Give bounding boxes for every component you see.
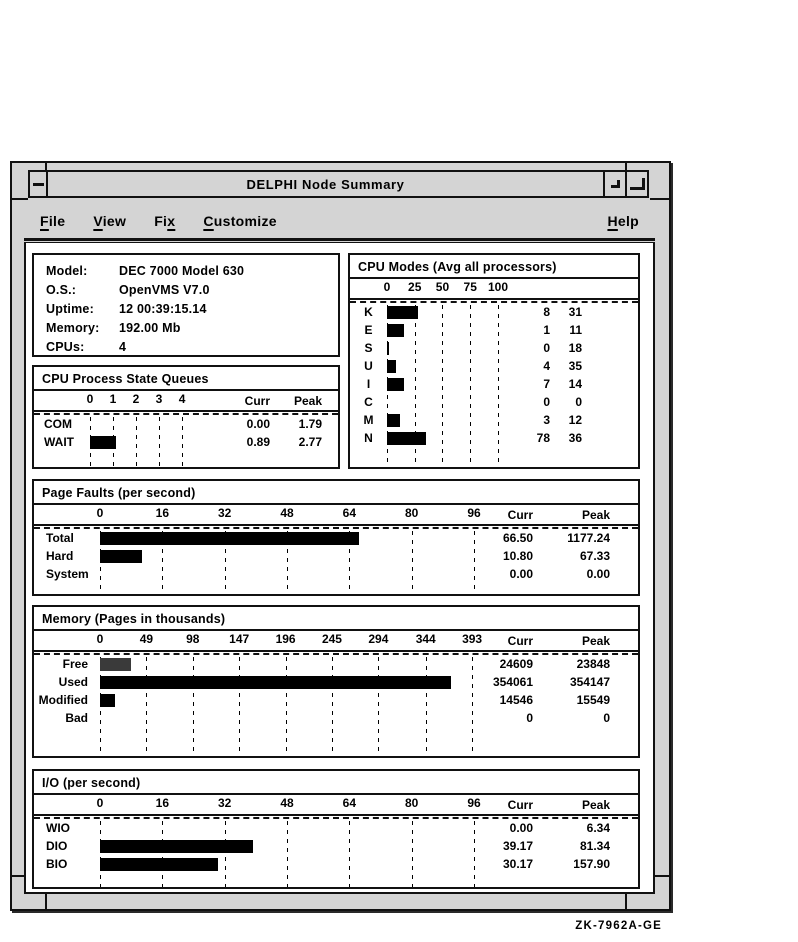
bar	[100, 694, 115, 707]
system-info-row	[46, 302, 338, 321]
row-label: S	[364, 341, 373, 355]
peak-value: 2.77	[298, 435, 322, 449]
curr-value: 8	[543, 305, 550, 319]
bar	[100, 840, 253, 853]
menu-file[interactable]	[38, 213, 67, 229]
shrink-corner-icon	[611, 180, 620, 188]
row-label: WAIT	[44, 435, 74, 449]
peak-value: 6.34	[586, 821, 610, 835]
bar-track	[100, 655, 486, 673]
row-label: E	[364, 323, 373, 337]
table-row	[34, 547, 638, 565]
scale-row	[34, 795, 638, 816]
menu-mnemonic: H	[607, 212, 618, 229]
menu-label-part: ustomize	[213, 212, 277, 229]
row-label: C	[364, 395, 373, 409]
menu-help[interactable]	[605, 213, 641, 229]
table-row	[350, 411, 638, 429]
table-row	[34, 655, 638, 673]
cpu-process-state-queues-panel	[32, 365, 340, 469]
tick-label: 3	[155, 392, 163, 406]
tick-label: 1	[109, 392, 117, 406]
rows-area	[34, 527, 638, 594]
bar	[100, 658, 131, 671]
menu-view[interactable]	[91, 213, 128, 229]
peak-value: 23848	[576, 657, 610, 671]
bar	[387, 414, 400, 427]
curr-value: 1	[543, 323, 550, 337]
frame-separator	[12, 198, 28, 200]
menu-customize[interactable]	[201, 213, 279, 229]
curr-value: 0.00	[246, 417, 270, 431]
table-row	[34, 837, 638, 855]
bar	[100, 858, 218, 871]
table-row	[34, 709, 638, 727]
window-frame	[10, 161, 671, 911]
row-label: N	[364, 431, 373, 445]
tick-label: 75	[463, 280, 477, 294]
field-value: 192.00 Mb	[119, 321, 181, 335]
scale-ticks	[96, 631, 486, 650]
window-title	[46, 170, 605, 198]
tick-label: 80	[405, 796, 419, 810]
tick-label: 196	[275, 632, 296, 646]
table-row	[34, 819, 638, 837]
menu-label-part: iew	[102, 212, 127, 229]
col-header-peak: Peak	[581, 507, 610, 522]
peak-value: 35	[568, 359, 582, 373]
curr-value: 0.00	[509, 567, 533, 581]
row-label: Free	[62, 657, 88, 671]
row-label: Modified	[38, 693, 88, 707]
scale-spacer	[34, 391, 90, 410]
bar-track	[387, 303, 514, 321]
peak-value: 31	[568, 305, 582, 319]
bar-track	[100, 691, 486, 709]
table-row	[34, 415, 338, 433]
peak-value: 1.79	[298, 417, 322, 431]
row-label: Total	[46, 531, 74, 545]
scale-spacer	[34, 631, 100, 650]
frame-separator	[625, 894, 627, 909]
expand-corner-icon	[630, 178, 645, 190]
col-header-curr: Curr	[507, 633, 533, 648]
row-label: WIO	[46, 821, 70, 835]
bar-track	[387, 429, 514, 447]
frame-separator	[650, 198, 669, 200]
window-menu-dash-icon	[33, 183, 44, 186]
menu-mnemonic: V	[93, 212, 103, 229]
scale-row	[34, 391, 338, 412]
peak-value: 81.34	[579, 839, 610, 853]
bar-track	[387, 357, 514, 375]
bar-track	[387, 375, 514, 393]
bar-track	[387, 393, 514, 411]
bar-track	[100, 547, 486, 565]
row-label: M	[363, 413, 374, 427]
peak-value: 0	[575, 395, 582, 409]
tick-label: 32	[217, 506, 232, 520]
rows-area	[34, 817, 638, 887]
tick-label: 80	[405, 506, 419, 520]
col-header-curr: Curr	[244, 393, 270, 408]
scale-ticks	[96, 795, 486, 814]
row-label: System	[46, 567, 89, 581]
row-label: I	[366, 377, 371, 391]
curr-value: 30.17	[502, 857, 533, 871]
menu-label-part: elp	[617, 212, 639, 229]
table-row	[350, 375, 638, 393]
peak-value: 18	[568, 341, 582, 355]
menu-mnemonic: F	[40, 212, 49, 229]
col-header-curr: Curr	[507, 797, 533, 812]
scale-ticks	[383, 279, 514, 298]
panel-title: CPU Modes (Avg all processors)	[350, 255, 638, 279]
curr-value: 0	[543, 341, 550, 355]
bar-track	[90, 433, 220, 451]
system-info-row	[46, 283, 338, 302]
bar	[100, 550, 142, 563]
curr-value: 14546	[499, 693, 533, 707]
table-row	[34, 673, 638, 691]
table-row	[350, 357, 638, 375]
table-row	[350, 321, 638, 339]
memory-panel	[32, 605, 640, 758]
peak-value: 12	[568, 413, 582, 427]
field-value: 4	[119, 340, 127, 354]
curr-value: 66.50	[502, 531, 533, 545]
system-info-row	[46, 340, 338, 359]
curr-value: 3	[543, 413, 550, 427]
tick-label: 32	[217, 796, 232, 810]
shrink-to-icon-button[interactable]	[603, 170, 627, 198]
tick-label: 16	[155, 506, 170, 520]
curr-value: 0	[543, 395, 550, 409]
panel-title: Memory (Pages in thousands)	[34, 607, 638, 631]
col-header-peak: Peak	[581, 797, 610, 812]
page-faults-panel	[32, 479, 640, 596]
tick-label: 96	[467, 796, 481, 810]
tick-label: 50	[435, 280, 450, 294]
peak-value: 11	[569, 323, 582, 337]
frame-separator	[625, 163, 627, 170]
system-info-panel	[32, 253, 340, 357]
peak-value: 354147	[569, 675, 610, 689]
row-label: DIO	[46, 839, 68, 853]
tick-label: 2	[132, 392, 140, 406]
frame-separator	[45, 894, 47, 909]
menu-label-part: Fi	[154, 212, 168, 229]
panel-title: CPU Process State Queues	[34, 367, 338, 391]
scale-spacer	[350, 279, 387, 298]
curr-value: 0.89	[246, 435, 270, 449]
field-label: O.S.:	[46, 283, 77, 297]
col-header-peak: Peak	[293, 393, 322, 408]
scale-spacer	[34, 505, 100, 524]
window-menu-button[interactable]	[28, 170, 48, 198]
row-label: Used	[58, 675, 88, 689]
menu-fix[interactable]	[152, 213, 177, 229]
cpu-modes-panel	[348, 253, 640, 469]
table-row	[350, 429, 638, 447]
table-row	[34, 433, 338, 451]
curr-value: 10.80	[502, 549, 533, 563]
field-label: Memory:	[46, 321, 100, 335]
field-label: Model:	[46, 264, 88, 278]
frame-separator	[45, 163, 47, 170]
scale-row	[34, 505, 638, 526]
table-row	[34, 691, 638, 709]
bar	[387, 324, 404, 337]
tick-label: 4	[178, 392, 186, 406]
tick-label: 64	[342, 506, 357, 520]
row-label: K	[364, 305, 373, 319]
tick-label: 49	[139, 632, 154, 646]
tick-label: 0	[383, 280, 391, 294]
curr-value: 4	[543, 359, 550, 373]
bar-track	[100, 855, 486, 873]
scale-row	[34, 631, 638, 652]
bar	[100, 532, 359, 545]
panel-title: I/O (per second)	[34, 771, 638, 795]
tick-label: 344	[415, 632, 436, 646]
tick-label: 0	[96, 632, 104, 646]
field-value: 12 00:39:15.14	[119, 302, 207, 316]
col-header-curr: Curr	[507, 507, 533, 522]
bar	[387, 360, 396, 373]
row-label: COM	[44, 417, 72, 431]
curr-value: 7	[543, 377, 550, 391]
curr-value: 0	[526, 711, 533, 725]
menu-label-part: ile	[48, 212, 66, 229]
row-label: U	[364, 359, 373, 373]
curr-value: 24609	[499, 657, 533, 671]
io-panel	[32, 769, 640, 889]
bar-track	[387, 411, 514, 429]
menu-bar	[24, 203, 655, 241]
tick-label: 16	[155, 796, 170, 810]
system-info-row	[46, 264, 338, 283]
field-label: CPUs:	[46, 340, 85, 354]
table-row	[350, 303, 638, 321]
bar	[100, 676, 451, 689]
bar-track	[387, 321, 514, 339]
row-label: Bad	[65, 711, 88, 725]
bar	[387, 342, 389, 355]
peak-value: 0	[603, 711, 610, 725]
peak-value: 15549	[576, 693, 610, 707]
menu-mnemonic: x	[167, 212, 176, 229]
bar-track	[100, 529, 486, 547]
field-value: DEC 7000 Model 630	[119, 264, 245, 278]
field-label: Uptime:	[46, 302, 94, 316]
table-row	[34, 529, 638, 547]
table-row	[350, 339, 638, 357]
rows-area	[34, 413, 338, 467]
curr-value: 354061	[492, 675, 533, 689]
bar	[387, 306, 418, 319]
bar	[387, 378, 404, 391]
row-label: Hard	[46, 549, 74, 563]
scale-ticks	[96, 505, 486, 524]
peak-value: 1177.24	[567, 531, 610, 545]
bar	[90, 436, 116, 449]
table-row	[34, 855, 638, 873]
tick-label: 48	[280, 506, 294, 520]
expand-button[interactable]	[625, 170, 649, 198]
rows-area	[350, 301, 638, 467]
menu-mnemonic: C	[203, 212, 214, 229]
tick-label: 0	[96, 506, 104, 520]
tick-label: 25	[408, 280, 422, 294]
tick-label: 0	[86, 392, 94, 406]
bar-track	[100, 565, 486, 583]
scale-row	[350, 279, 638, 300]
bar-track	[100, 819, 486, 837]
tick-label: 245	[321, 632, 342, 646]
title-bar[interactable]	[28, 170, 649, 198]
tick-label: 294	[368, 632, 389, 646]
peak-value: 67.33	[579, 549, 610, 563]
tick-label: 64	[342, 796, 357, 810]
figure-label: ZK-7962A-GE	[575, 920, 662, 932]
rows-area	[34, 653, 638, 756]
row-label: BIO	[46, 857, 68, 871]
window-title-text: DELPHI Node Summary	[246, 176, 405, 192]
bar	[387, 432, 426, 445]
panel-title: Page Faults (per second)	[34, 481, 638, 505]
curr-value: 78	[536, 431, 550, 445]
table-row	[350, 393, 638, 411]
bar-track	[387, 339, 514, 357]
peak-value: 14	[568, 377, 582, 391]
tick-label: 100	[487, 280, 508, 294]
peak-value: 157.90	[573, 857, 610, 871]
curr-value: 0.00	[509, 821, 533, 835]
scale-spacer	[34, 795, 100, 814]
peak-value: 0.00	[586, 567, 610, 581]
tick-label: 147	[229, 632, 250, 646]
bar-track	[90, 415, 220, 433]
bar-track	[100, 709, 486, 727]
table-row	[34, 565, 638, 583]
tick-label: 48	[280, 796, 294, 810]
tick-label: 393	[462, 632, 483, 646]
client-area	[24, 242, 655, 894]
peak-value: 36	[568, 431, 582, 445]
scale-ticks	[86, 391, 220, 410]
bar-track	[100, 837, 486, 855]
system-info-row	[46, 321, 338, 340]
tick-label: 96	[467, 506, 481, 520]
field-value: OpenVMS V7.0	[119, 283, 210, 297]
tick-label: 98	[186, 632, 200, 646]
col-header-peak: Peak	[581, 633, 610, 648]
curr-value: 39.17	[502, 839, 533, 853]
bar-track	[100, 673, 486, 691]
tick-label: 0	[96, 796, 104, 810]
